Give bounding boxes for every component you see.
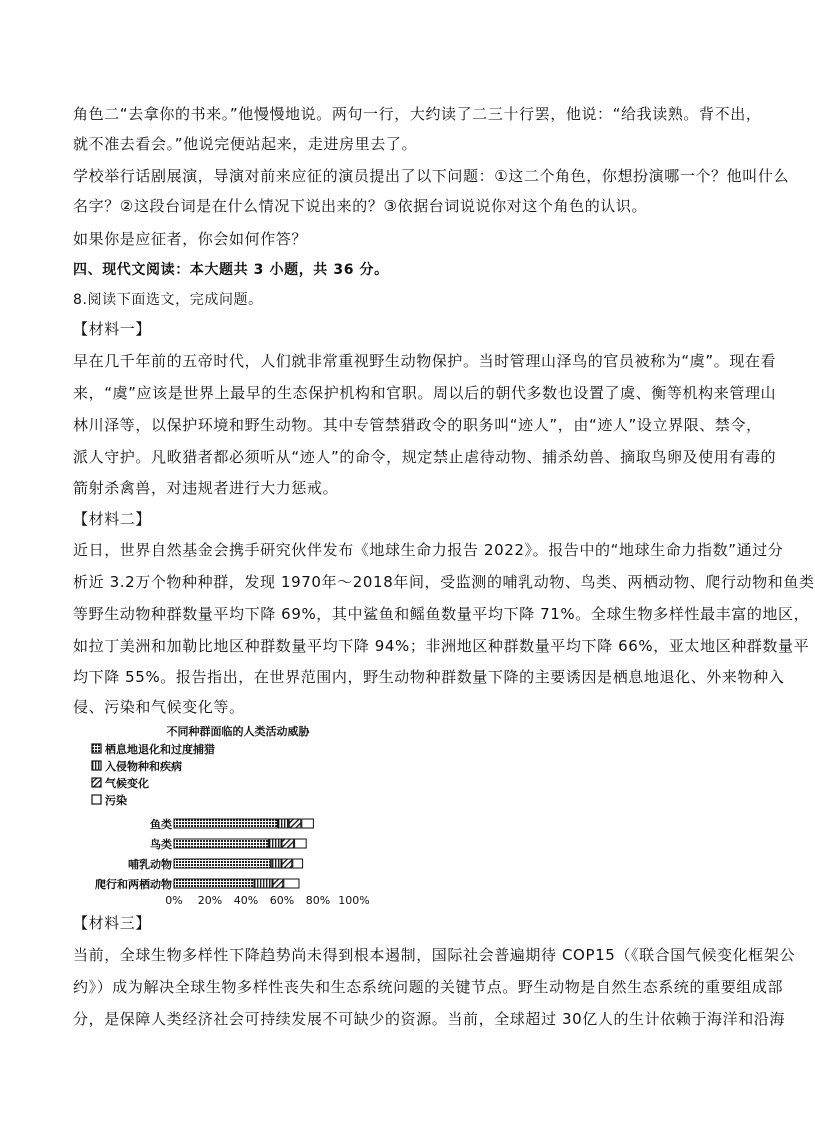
category-label: 哺乳动物 [128, 858, 172, 871]
paragraph-line: 约》）成为解决全球生物多样性丧失和生态系统问题的关键节点。野生动物是自然生态系统的重要组成部 [73, 978, 784, 996]
x-tick-label: 20% [197, 894, 223, 907]
chart-title: 不同种群面临的人类活动威胁 [166, 725, 310, 738]
category-label: 鱼类 [150, 818, 172, 831]
bar-pollution [302, 819, 314, 828]
paragraph-line: 学校举行话剧展演，导演对前来应征的演员提出了以下问题：①这二个角色，你想扮演哪一个？他叫什么 [73, 167, 790, 185]
material-heading-3: 【材料三】 [73, 914, 152, 932]
paragraph-line: 早在几千年前的五帝时代，人们就非常重视野生动物保护。当时管理山泽鸟的官员被称为“虞”。现在看 [73, 352, 777, 370]
bar-climate [273, 879, 283, 888]
bar-habitat [174, 819, 277, 828]
paragraph-line: 均下降 55%。报告指出，在世界范围内，野生动物种群数量下降的主要诱因是栖息地退化、外来物种入 [73, 668, 785, 686]
bar-pollution [293, 859, 303, 868]
category-label: 鸟类 [150, 838, 172, 851]
paragraph-line: 来，“虞”应该是世界上最早的生态保护机构和官职。周以后的朝代多数也设置了虞、衡等机构来管理山 [73, 384, 777, 402]
paragraph-line: 名字？②这段台词是在什么情况下说出来的？③依据台词说说你对这个角色的认识。 [73, 197, 648, 215]
legend-label-habitat: 栖息地退化和过度捕猎 [105, 743, 215, 756]
x-tick-label: 0% [165, 894, 183, 907]
paragraph-line: 如拉丁美洲和加勒比地区种群数量平均下降 94%；非洲地区种群数量平均下降 66%，亚太地区种群数量平 [73, 637, 810, 655]
paragraph-line: 等野生动物种群数量平均下降 69%，其中鲨鱼和鳐鱼数量平均下降 71%。全球生物多样性最丰富的地区， [73, 605, 810, 623]
legend-label-climate: 气候变化 [105, 777, 149, 790]
legend-swatch-habitat [92, 744, 101, 753]
category-label: 爬行和两栖动物 [95, 878, 172, 891]
bar-invasive [255, 879, 272, 888]
bar-habitat [174, 859, 270, 868]
bar-invasive [269, 839, 281, 848]
paragraph-line: 析近 3.2万个物种种群，发现 1970年～2018年间，受监测的哺乳动物、鸟类、两栖动物、爬行动物和鱼类 [73, 573, 815, 591]
legend-label-invasive: 入侵物种和疾病 [105, 760, 182, 773]
paragraph-line: 近日，世界自然基金会携手研究伙伴发布《地球生命力报告 2022》。报告中的“地球生命力指数”通过分 [73, 541, 784, 559]
paragraph-line: 如果你是应征者，你会如何作答？ [73, 230, 308, 248]
legend-swatch-pollution [92, 795, 101, 804]
bar-invasive [271, 859, 281, 868]
material-heading-2: 【材料二】 [73, 510, 152, 528]
threat-chart [86, 720, 370, 908]
x-tick-label: 40% [233, 894, 259, 907]
bar-habitat [174, 879, 254, 888]
bar-invasive [278, 819, 288, 828]
paragraph-line: 角色二“去拿你的书来。”他慢慢地说。两句一行，大约读了二三十行罢，他说：“给我读熟。背不出， [73, 105, 762, 123]
paragraph-line: 当前，全球生物多样性下降趋势尚未得到根本遏制，国际社会普遍期待 COP15（《联合国气候变化框架公 [73, 946, 796, 964]
x-tick-label: 80% [305, 894, 331, 907]
paragraph-line: 林川泽等，以保护环境和野生动物。其中专管禁猎政令的职务叫“迹人”，由“迹人”设立界限、禁令， [73, 416, 762, 434]
bar-climate [289, 819, 301, 828]
threat-chart-svg [86, 720, 370, 908]
legend-swatch-climate [92, 778, 101, 787]
x-tick-label: 60% [269, 894, 295, 907]
bar-habitat [174, 839, 268, 848]
paragraph-line: 派人守护。凡畋猎者都必须听从“迹人”的命令，规定禁止虐待动物、捕杀幼兽、摘取鸟卵及使用有毒的 [73, 448, 777, 466]
bar-pollution [284, 879, 299, 888]
x-tick-label: 100% [338, 894, 370, 907]
bar-climate [282, 859, 292, 868]
material-heading-1: 【材料一】 [73, 320, 152, 338]
legend-swatch-invasive [92, 761, 101, 770]
paragraph-line: 箭射杀禽兽，对违规者进行大力惩戒。 [73, 479, 339, 497]
question-title: 8.阅读下面选文，完成问题。 [73, 292, 263, 308]
bar-pollution [295, 839, 307, 848]
legend-label-pollution: 污染 [105, 794, 127, 807]
paragraph-line: 就不准去看会。”他说完便站起来，走进房里去了。 [73, 135, 418, 153]
paragraph-line: 分，是保障人类经济社会可持续发展不可缺少的资源。当前，全球超过 30亿人的生计依赖于海洋和沿海 [73, 1010, 786, 1028]
section-heading: 四、现代文阅读：本大题共 3 小题，共 36 分。 [73, 262, 389, 278]
bar-climate [282, 839, 294, 848]
paragraph-line: 侵、污染和气候变化等。 [73, 698, 245, 716]
